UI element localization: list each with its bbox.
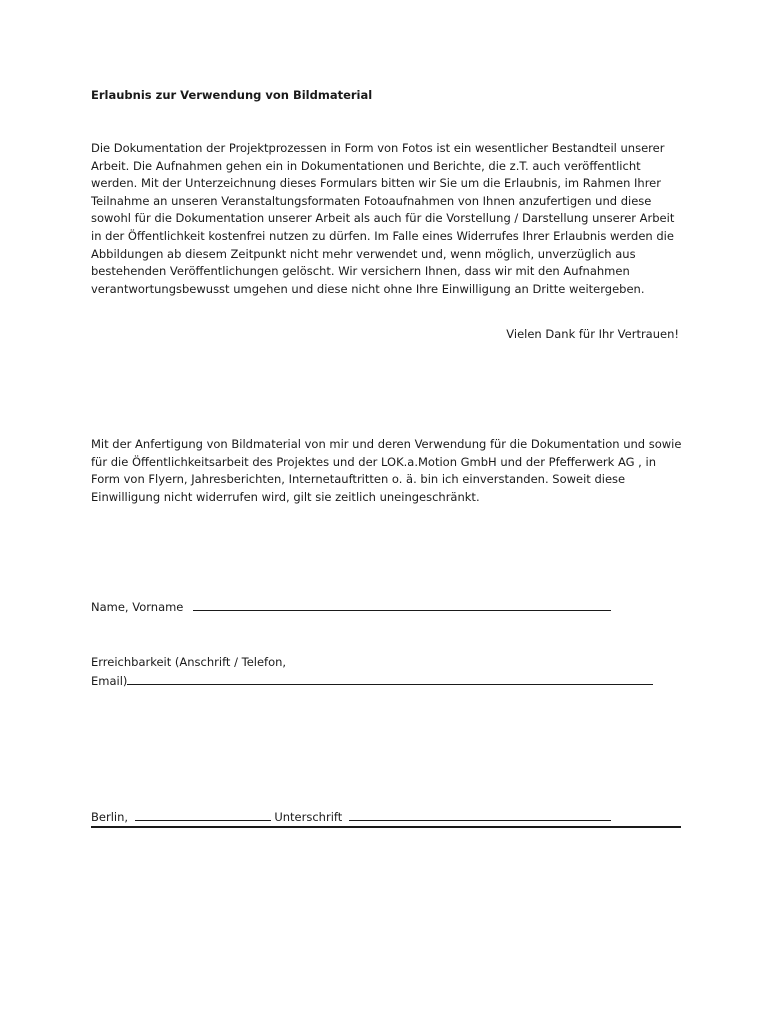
consent-paragraph: Mit der Anfertigung von Bildmaterial von mir und deren Verwendung für die Dokumentation und sowie für die Öffentlichkeitsarbeit des Projektes und der LOK.a.Motion GmbH und der Pfefferwerk AG , in Form von Flyern, Jahresberichten, Internetauftritten o. ä. bin ich einverstanden. Soweit diese Einwilligung nicht widerrufen wird, gilt sie zeitlich uneingeschränkt. xyxy=(91,437,682,504)
contact-label-line2: Email) xyxy=(91,673,128,688)
place-label: Berlin, xyxy=(91,810,129,824)
name-field xyxy=(91,598,611,617)
signature-label: Unterschrift xyxy=(274,810,343,824)
document-title: Erlaubnis zur Verwendung von Bildmaterial xyxy=(91,88,373,102)
contact-line[interactable] xyxy=(127,672,653,685)
contact-label-line1: Erreichbarkeit (Anschrift / Telefon, xyxy=(91,655,287,669)
name-line[interactable] xyxy=(193,598,611,611)
intro-paragraph: Die Dokumentation der Projektprozessen in Form von Fotos ist ein wesentlicher Bestandteil unserer Arbeit. Die Aufnahmen gehen ein in Dokumentationen und Berichte, die z.T. auch veröffentlicht werden. Mit der Unterzeichnung dieses Formulars bitten wir Sie um die Erlaubnis, im Rahmen Ihrer Teilnahme an unseren Veranstaltungsformaten Fotoaufnahmen von Ihnen anzufertigen und diese sowohl für die Dokumentation unserer Arbeit als auch für die Vorstellung / Darstellung unserer Arbeit in der Öffentlichkeit kostenfrei nutzen zu dürfen. Im Falle eines Widerrufes Ihrer Erlaubnis werden die Abbildungen ab diesem Zeitpunkt nicht mehr verwendet und, wenn möglich, unverzüglich aus bestehenden Veröffentlichungen gelöscht. Wir versichern Ihnen, dass wir mit den Aufnahmen verantwortungsbewusst umgehen und diese nicht ohne Ihre Einwilligung an Dritte weitergeben. xyxy=(91,141,675,296)
name-label: Name, Vorname xyxy=(91,600,184,614)
signature-field xyxy=(91,808,611,827)
thanks-note: Vielen Dank für Ihr Vertrauen! xyxy=(506,327,679,341)
date-line[interactable] xyxy=(135,808,271,821)
signature-line[interactable] xyxy=(349,808,611,821)
bottom-rule xyxy=(91,826,681,828)
contact-field xyxy=(91,654,653,690)
